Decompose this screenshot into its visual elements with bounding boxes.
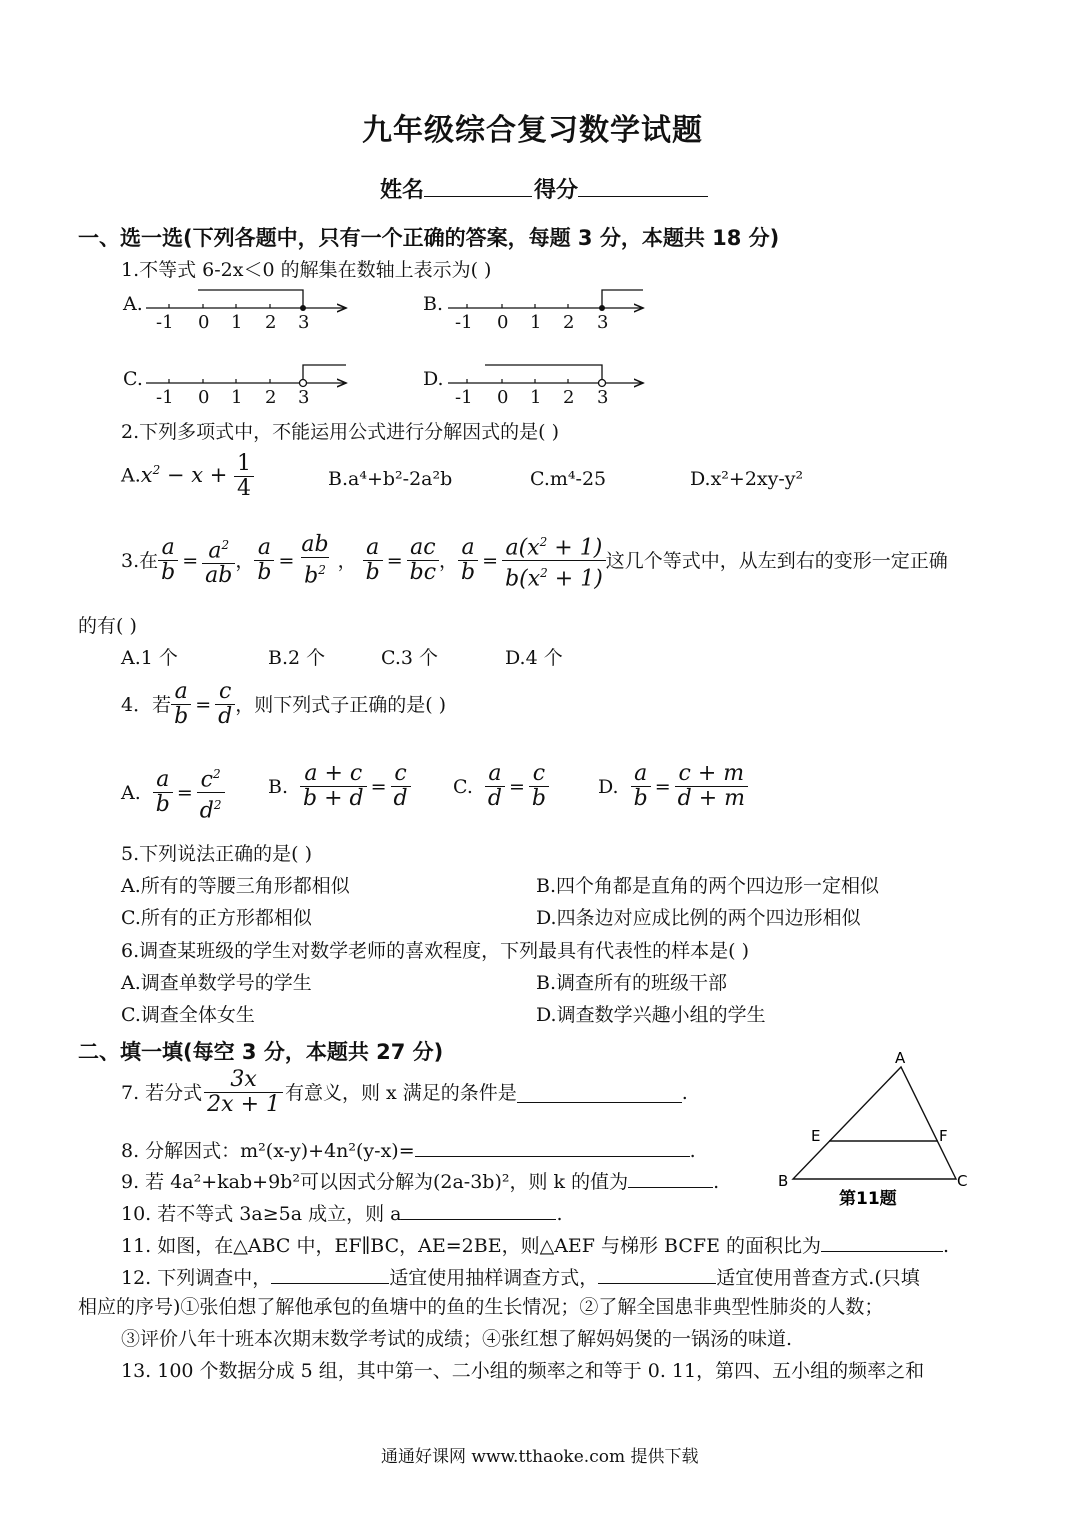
q5-option-b: B.四个角都是直角的两个四边形一定相似 — [536, 875, 880, 897]
section-1-heading: 一、选一选(下列各题中，只有一个正确的答案，每题 3 分，本题共 18 分) — [78, 226, 780, 250]
tick-label: 2 — [563, 312, 575, 333]
q11-answer-blank[interactable] — [821, 1231, 943, 1252]
q7-suffix: 有意义，则 x 满足的条件是 — [285, 1081, 517, 1104]
tick-label: -1 — [455, 312, 473, 333]
tick-label: 1 — [530, 312, 542, 333]
q11-stem: 11. 如图，在△ABC 中，EF∥BC，AE=2BE，则△AEF 与梯形 BCFE 的面积比为 . — [121, 1231, 949, 1258]
q7-answer-blank[interactable] — [517, 1082, 682, 1103]
q2-option-a: $A.x^2 - x$ + $\frac{1}{4}$ — [121, 452, 254, 501]
footer: 通通好课网 www.tthaoke.com 提供下载 — [381, 1447, 699, 1467]
q6-option-d: D.调查数学兴趣小组的学生 — [536, 1004, 766, 1026]
q7-stem: 7. 若分式 $\frac{3x}{2x + 1}$ 有意义，则 x 满足的条件是 . — [121, 1067, 688, 1117]
q9-answer-blank[interactable] — [628, 1167, 713, 1188]
q2-option-a-label: A. — [121, 464, 141, 487]
point-label-f: F — [939, 1127, 948, 1145]
q3-option-a: A.1 个 — [121, 647, 178, 669]
q10-answer-blank[interactable] — [401, 1199, 556, 1220]
q12-text-a: 12. 下列调查中， — [121, 1267, 272, 1289]
q1-option-c-label: C. — [123, 368, 143, 390]
q3-option-c: C.3 个 — [381, 647, 439, 669]
tick-label: 3 — [597, 312, 609, 333]
q4-option-a: A. $\frac{a}{b}$ = $\frac{c^2}{d^2}$ — [121, 762, 225, 824]
vertex-label-c: C — [957, 1172, 968, 1190]
tick-label: 1 — [231, 387, 243, 408]
q7-prefix: 7. 若分式 — [121, 1081, 203, 1104]
q2-option-b: B.a⁴+b²-2a²b — [328, 468, 453, 490]
name-field[interactable] — [424, 176, 532, 197]
q9-text: 9. 若 4a²+kab+9b²可以因式分解为(2a-3b)²，则 k 的值为 — [121, 1171, 629, 1193]
q12-text-c: 适宜使用普查方式.(只填 — [716, 1267, 920, 1289]
q10-stem: 10. 若不等式 3a≥5a 成立，则 a . — [121, 1199, 563, 1226]
q5-option-a: A.所有的等腰三角形都相似 — [121, 875, 350, 897]
q13-stem: 13. 100 个数据分成 5 组，其中第一、二小组的频率之和等于 0. 11，第四、五小组的频率之和 — [121, 1360, 925, 1382]
score-label: 得分 — [534, 178, 579, 203]
q1-option-a-line — [146, 290, 346, 311]
q4-option-d: D. $\frac{a}{b}$ = $\frac{c + m}{d + m}$ — [598, 762, 748, 811]
q5-option-d: D.四条边对应成比例的两个四边形相似 — [536, 907, 861, 929]
q4-stem: 4．若 $\frac{a}{b}$ = $\frac{c}{d}$ ，则下列式子正确的是( ) — [121, 679, 447, 729]
name-score-line — [380, 173, 708, 204]
q1-stem: 1.不等式 6-2x＜0 的解集在数轴上表示为( ) — [121, 259, 492, 281]
name-label: 姓名 — [380, 178, 425, 203]
tick-label: 3 — [298, 387, 310, 408]
q2-option-c: C.m⁴-25 — [530, 468, 607, 490]
q6-option-a: A.调查单数学号的学生 — [121, 972, 312, 994]
q2-stem: 2.下列多项式中，不能运用公式进行分解因式的是( ) — [121, 421, 559, 443]
tick-label: 1 — [231, 312, 243, 333]
tick-label: 0 — [497, 312, 509, 333]
q5-option-c: C.所有的正方形都相似 — [121, 907, 312, 929]
figure-caption: 第11题 — [839, 1189, 897, 1209]
tick-label: -1 — [156, 387, 174, 408]
q6-stem: 6.调查某班级的学生对数学老师的喜欢程度，下列最具有代表性的样本是( ) — [121, 940, 749, 962]
q1-option-d-label: D. — [423, 368, 444, 390]
tick-label: 3 — [298, 312, 310, 333]
q4-option-c: C. $\frac{a}{d}$ = $\frac{c}{b}$ — [453, 762, 549, 811]
score-field[interactable] — [578, 176, 708, 197]
q12-answer-blank-2[interactable] — [598, 1263, 716, 1284]
q1-option-a-label: A. — [123, 293, 143, 315]
tick-label: 2 — [265, 387, 277, 408]
page-title: 九年级综合复习数学试题 — [362, 113, 703, 148]
section-2-heading: 二、填一填(每空 3 分，本题共 27 分) — [78, 1040, 444, 1064]
tick-label: -1 — [455, 387, 473, 408]
vertex-label-a: A — [895, 1049, 906, 1067]
q3-suffix: 这几个等式中，从左到右的变形一定正确 — [605, 549, 948, 572]
tick-label: 2 — [563, 387, 575, 408]
q3-option-b: B.2 个 — [268, 647, 326, 669]
tick-label: 1 — [530, 387, 542, 408]
q1-option-d-line — [448, 365, 643, 387]
q3-stem: 3.在 $\frac{a}{b}$ = $\frac{a^2}{ab}$ ， $\frac{a}{b}$ = $\frac{ab}{b^2}$ ， $\frac{a}{b}$ = $\frac{ac}{bc}$ ， $\frac{a}{b}$ = $\frac{a(x^2 + 1)}{b(x^2 + 1)}$ 这几个等式中，从左到右的变形一定正确 — [121, 532, 948, 592]
q4-option-c-label: C. — [453, 775, 473, 798]
tick-label: 0 — [198, 387, 210, 408]
q1-option-b-label: B. — [423, 293, 444, 315]
q11-text: 11. 如图，在△ABC 中，EF∥BC，AE=2BE，则△AEF 与梯形 BCFE 的面积比为 — [121, 1235, 822, 1257]
q12-text-b: 适宜使用抽样调查方式， — [389, 1267, 599, 1289]
tick-label: -1 — [156, 312, 174, 333]
tick-label: 3 — [597, 387, 609, 408]
q12-line-1 — [121, 1263, 920, 1290]
q4-option-a-label: A. — [121, 781, 141, 804]
q3-option-d: D.4 个 — [505, 647, 563, 669]
point-label-e: E — [811, 1127, 821, 1145]
q8-text: 8. 分解因式：m²(x-y)+4n²(y-x)= — [121, 1140, 415, 1162]
q4-option-b: B. $\frac{a + c}{b + d}$ = $\frac{c}{d}$ — [268, 762, 411, 811]
triangle-figure — [775, 1045, 975, 1215]
q6-option-c: C.调查全体女生 — [121, 1004, 255, 1026]
q4-option-b-label: B. — [268, 775, 289, 798]
tick-label: 2 — [265, 312, 277, 333]
fraction: $\frac{1}{4}$ — [234, 452, 254, 501]
q12-line-2: 相应的序号)①张伯想了解他承包的鱼塘中的鱼的生长情况；②了解全国患非典型性肺炎的人数； — [78, 1296, 884, 1318]
q1-option-c-line — [146, 365, 346, 387]
q3-prefix: 3.在 — [121, 549, 159, 572]
q4-suffix: ，则下列式子正确的是( ) — [235, 693, 447, 716]
q12-answer-blank-1[interactable] — [271, 1263, 389, 1284]
tick-label: 0 — [497, 387, 509, 408]
q9-stem: 9. 若 4a²+kab+9b²可以因式分解为(2a-3b)²，则 k 的值为 . — [121, 1167, 719, 1194]
q4-prefix: 4．若 — [121, 693, 172, 716]
q12-line-3: ③评价八年十班本次期末数学考试的成绩；④张红想了解妈妈煲的一锅汤的味道. — [121, 1328, 793, 1350]
q8-answer-blank[interactable] — [415, 1136, 690, 1157]
q5-stem: 5.下列说法正确的是( ) — [121, 843, 312, 865]
q4-option-d-label: D. — [598, 775, 619, 798]
q3-continuation: 的有( ) — [78, 615, 137, 637]
q10-text: 10. 若不等式 3a≥5a 成立，则 a — [121, 1203, 402, 1225]
q6-option-b: B.调查所有的班级干部 — [536, 972, 728, 994]
q1-option-b-line — [448, 290, 643, 311]
q2-option-d: D.x²+2xy-y² — [690, 468, 804, 490]
vertex-label-b: B — [778, 1172, 789, 1190]
tick-label: 0 — [198, 312, 210, 333]
q8-stem: 8. 分解因式：m²(x-y)+4n²(y-x)= . — [121, 1136, 696, 1163]
